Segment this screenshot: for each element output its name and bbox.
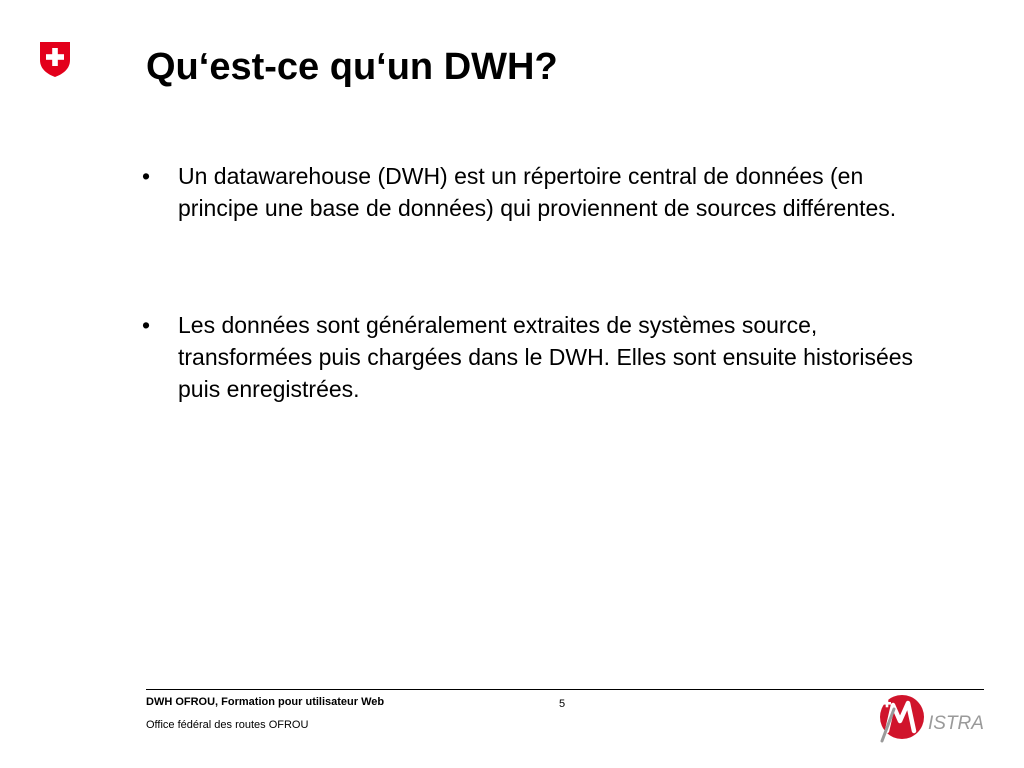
bullet-list [140, 160, 950, 405]
bullet-text: Les données sont généralement extraites de systèmes source, transformées puis chargées dans le DWH. Elles sont ensuite historisées puis enregistrées. [178, 312, 914, 402]
bullet-marker: • [142, 163, 151, 189]
mistra-logo-text: ISTRA [928, 713, 984, 734]
footer-divider [146, 689, 984, 690]
slide-title: Qu‘est-ce qu‘un DWH? [146, 46, 558, 88]
bullet-item [140, 309, 950, 405]
mistra-logo [878, 691, 988, 743]
swiss-coat-of-arms-icon [38, 40, 72, 78]
footer-office-name: Office fédéral des routes OFROU [146, 719, 309, 731]
bullet-marker: • [142, 312, 151, 338]
bullet-item [140, 160, 950, 224]
page-number: 5 [559, 698, 566, 710]
bullet-text: Un datawarehouse (DWH) est un répertoire central de données (en principe une base de données) qui proviennent de sources différentes. [178, 163, 897, 221]
footer-presentation-title: DWH OFROU, Formation pour utilisateur Web [146, 696, 385, 708]
